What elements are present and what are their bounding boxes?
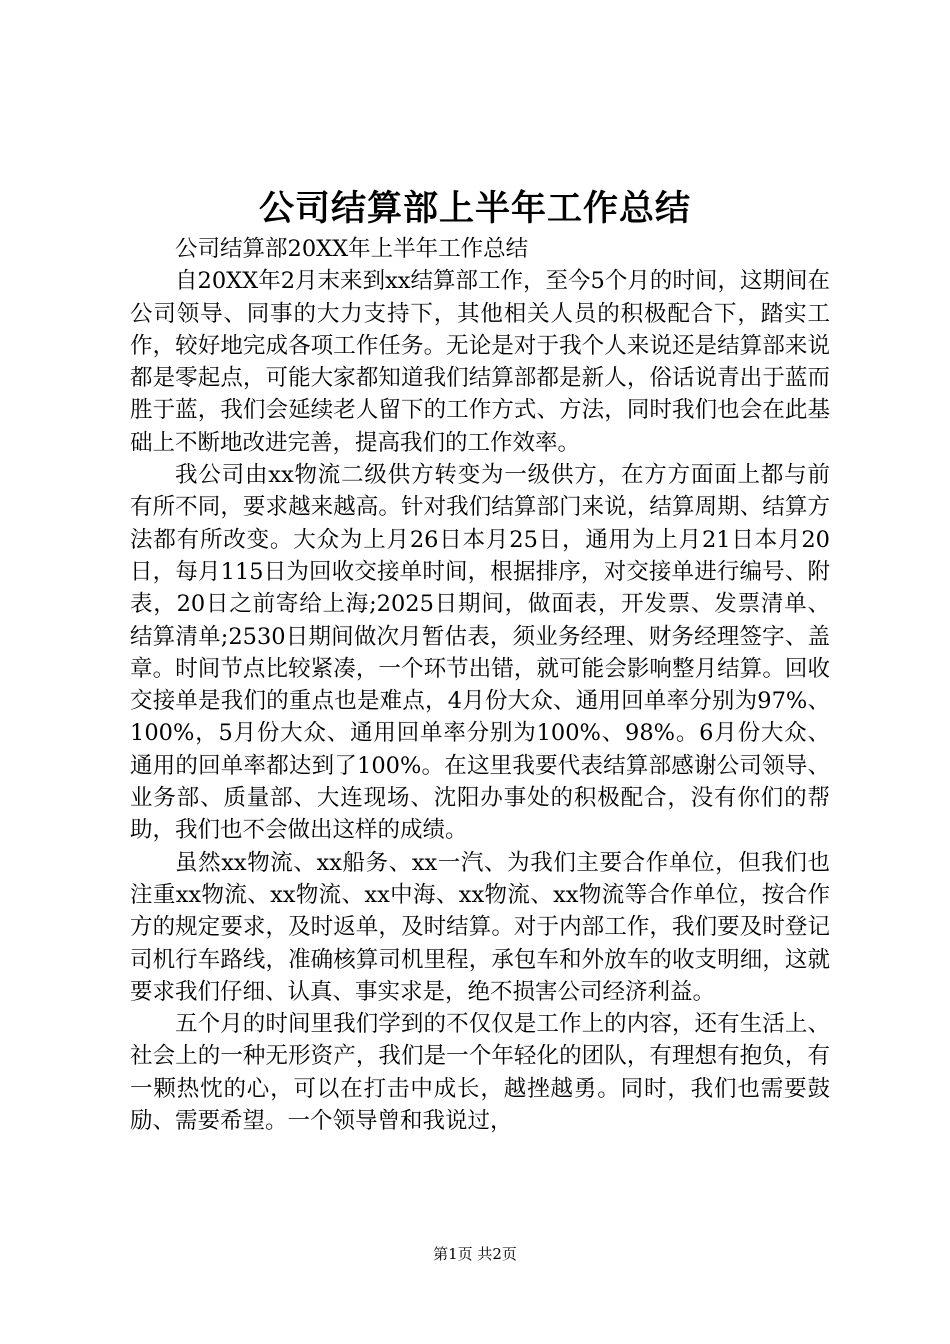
document-body [130, 233, 830, 1137]
paragraph-partners: 虽然xx物流、xx船务、xx一汽、为我们主要合作单位，但我们也注重xx物流、xx物流、xx中海、xx物流、xx物流等合作单位，按合作方的规定要求，及时返单，及时结算。对于内部工作，我们要及时登记司机行车路线，准确核算司机里程，承包车和外放车的收支明细，这就要求我们仔细、认真、事实求是，绝不损害公司经济利益。 [130, 849, 830, 1005]
paragraph-growth: 五个月的时间里我们学到的不仅仅是工作上的内容，还有生活上、社会上的一种无形资产，我们是一个年轻化的团队，有理想有抱负，有一颗热忱的心，可以在打击中成长，越挫越勇。同时，我们也需要鼓励、需要希望。一个领导曾和我说过， [130, 1011, 830, 1135]
page-number-footer: 第1页 共2页 [433, 1245, 517, 1263]
subtitle-paragraph: 公司结算部20XX年上半年工作总结 [175, 236, 529, 262]
paragraph-settlement: 我公司由xx物流二级供方转变为一级供方，在方方面面上都与前有所不同，要求越来越高。针对我们结算部门来说，结算周期、结算方法都有所改变。大众为上月26日本月25日，通用为上月21日本月20日，每月115日为回收交接单时间，根据排序，对交接单进行编号、附表，20日之前寄给上海;2025日期间，做面表，开发票、发票清单、结算清单;2530日期间做次月暂估表，须业务经理、财务经理签字、盖章。时间节点比较紧凑，一个环节出错，就可能会影响整月结算。回收交接单是我们的重点也是难点，4月份大众、通用回单率分别为97%、100%，5月份大众、通用回单率分别为100%、98%。6月份大众、通用的回单率都达到了100%。在这里我要代表结算部感谢公司领导、业务部、质量部、大连现场、沈阳办事处的积极配合，没有你们的帮助，我们也不会做出这样的成绩。 [130, 462, 830, 844]
document-title: 公司结算部上半年工作总结 [258, 189, 691, 229]
paragraph-intro: 自20XX年2月末来到xx结算部工作，至今5个月的时间，这期间在公司领导、同事的大力支持下，其他相关人员的积极配合下，踏实工作，较好地完成各项工作任务。无论是对于我个人来说还是结算部来说都是零起点，可能大家都知道我们结算部都是新人，俗话说青出于蓝而胜于蓝，我们会延续老人留下的工作方式、方法，同时我们也会在此基础上不断地改进完善，提高我们的工作效率。 [130, 268, 830, 456]
